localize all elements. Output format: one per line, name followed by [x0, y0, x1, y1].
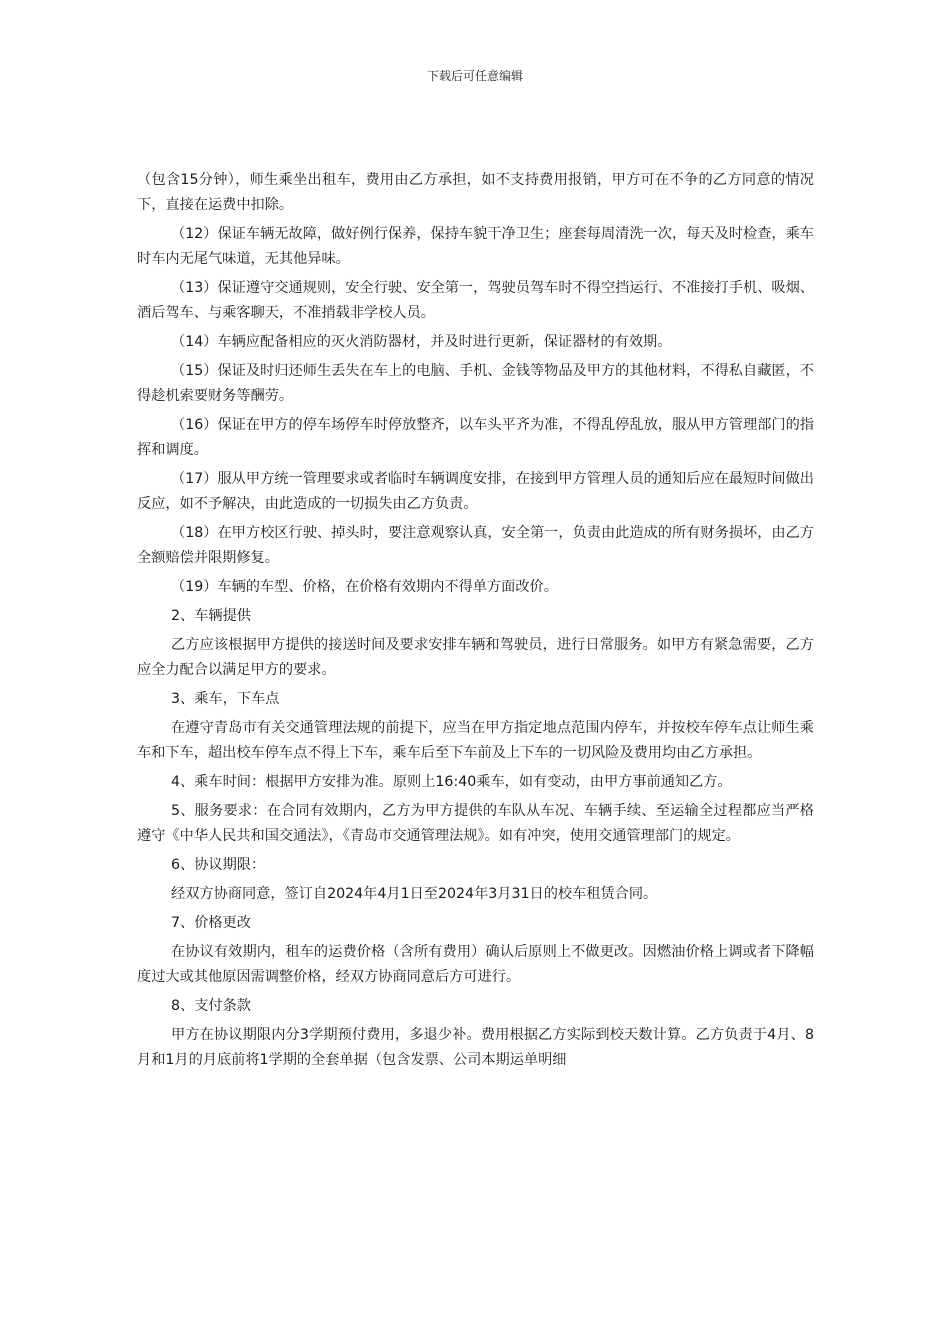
document-body: [137, 168, 814, 1077]
section-heading-vehicle-provision: 2、车辆提供: [171, 608, 251, 624]
section-heading-payment-terms: 8、支付条款: [171, 998, 251, 1014]
clause-14: （14）车辆应配备相应的灭火消防器材，并及时进行更新，保证器材的有效期。: [171, 334, 672, 350]
section-text-payment-terms: 甲方在协议期限内分3学期预付费用，多退少补。费用根据乙方实际到校天数计算。乙方负责于4月、8月和1月的月底前将1学期的全套单据（包含发票、公司本期运单明细: [137, 1027, 814, 1068]
clause-17: （17）服从甲方统一管理要求或者临时车辆调度安排，在接到甲方管理人员的通知后应在最短时间做出反应，如不予解决，由此造成的一切损失由乙方负责。: [137, 471, 814, 512]
clause-18: （18）在甲方校区行驶、掉头时，要注意观察认真，安全第一，负责由此造成的所有财务损坏，由乙方全额赔偿并限期修复。: [137, 525, 814, 566]
paragraph-continuation: （包含15分钟），师生乘坐出租车，费用由乙方承担，如不支持费用报销，甲方可在不争的乙方同意的情况下，直接在运费中扣除。: [137, 172, 814, 213]
section-text-agreement-term: 经双方协商同意，签订自2024年4月1日至2024年3月31日的校车租赁合同。: [171, 886, 658, 902]
clause-15: （15）保证及时归还师生丢失在车上的电脑、手机、金钱等物品及甲方的其他材料，不得私自藏匿，不得趁机索要财务等酬劳。: [137, 363, 814, 404]
section-heading-price-change: 7、价格更改: [171, 915, 251, 931]
clause-12: （12）保证车辆无故障，做好例行保养，保持车貌干净卫生；座套每周清洗一次，每天及时检查，乘车时车内无尾气味道，无其他异味。: [137, 226, 814, 267]
section-text-boarding-points: 在遵守青岛市有关交通管理法规的前提下，应当在甲方指定地点范围内停车，并按校车停车点让师生乘车和下车，超出校车停车点不得上下车，乘车后至下车前及上下车的一切风险及费用均由乙方承担。: [137, 720, 814, 761]
clause-16: （16）保证在甲方的停车场停车时停放整齐，以车头平齐为准，不得乱停乱放，服从甲方管理部门的指挥和调度。: [137, 417, 814, 458]
clause-19: （19）车辆的车型、价格，在价格有效期内不得单方面改价。: [171, 579, 558, 595]
clause-13: （13）保证遵守交通规则，安全行驶、安全第一，驾驶员驾车时不得空挡运行、不准接打手机、吸烟、酒后驾车、与乘客聊天，不准捎载非学校人员。: [137, 280, 814, 321]
section-heading-agreement-term: 6、协议期限：: [171, 857, 266, 873]
page-header: 下载后可任意编辑: [426, 69, 523, 83]
section-heading-boarding-points: 3、乘车，下车点: [171, 691, 280, 707]
section-text-vehicle-provision: 乙方应该根据甲方提供的接送时间及要求安排车辆和驾驶员，进行日常服务。如甲方有紧急需要，乙方应全力配合以满足甲方的要求。: [137, 637, 814, 678]
section-boarding-time: 4、乘车时间：根据甲方安排为准。原则上16:40乘车，如有变动，由甲方事前通知乙方。: [171, 774, 732, 790]
section-service-requirements: 5、服务要求：在合同有效期内，乙方为甲方提供的车队从车况、车辆手续、至运输全过程都应当严格遵守《中华人民共和国交通法》，《青岛市交通管理法规》。如有冲突，使用交通管理部门的规定。: [137, 803, 814, 844]
section-text-price-change: 在协议有效期内，租车的运费价格（含所有费用）确认后原则上不做更改。因燃油价格上调或者下降幅度过大或其他原因需调整价格，经双方协商同意后方可进行。: [137, 944, 814, 985]
